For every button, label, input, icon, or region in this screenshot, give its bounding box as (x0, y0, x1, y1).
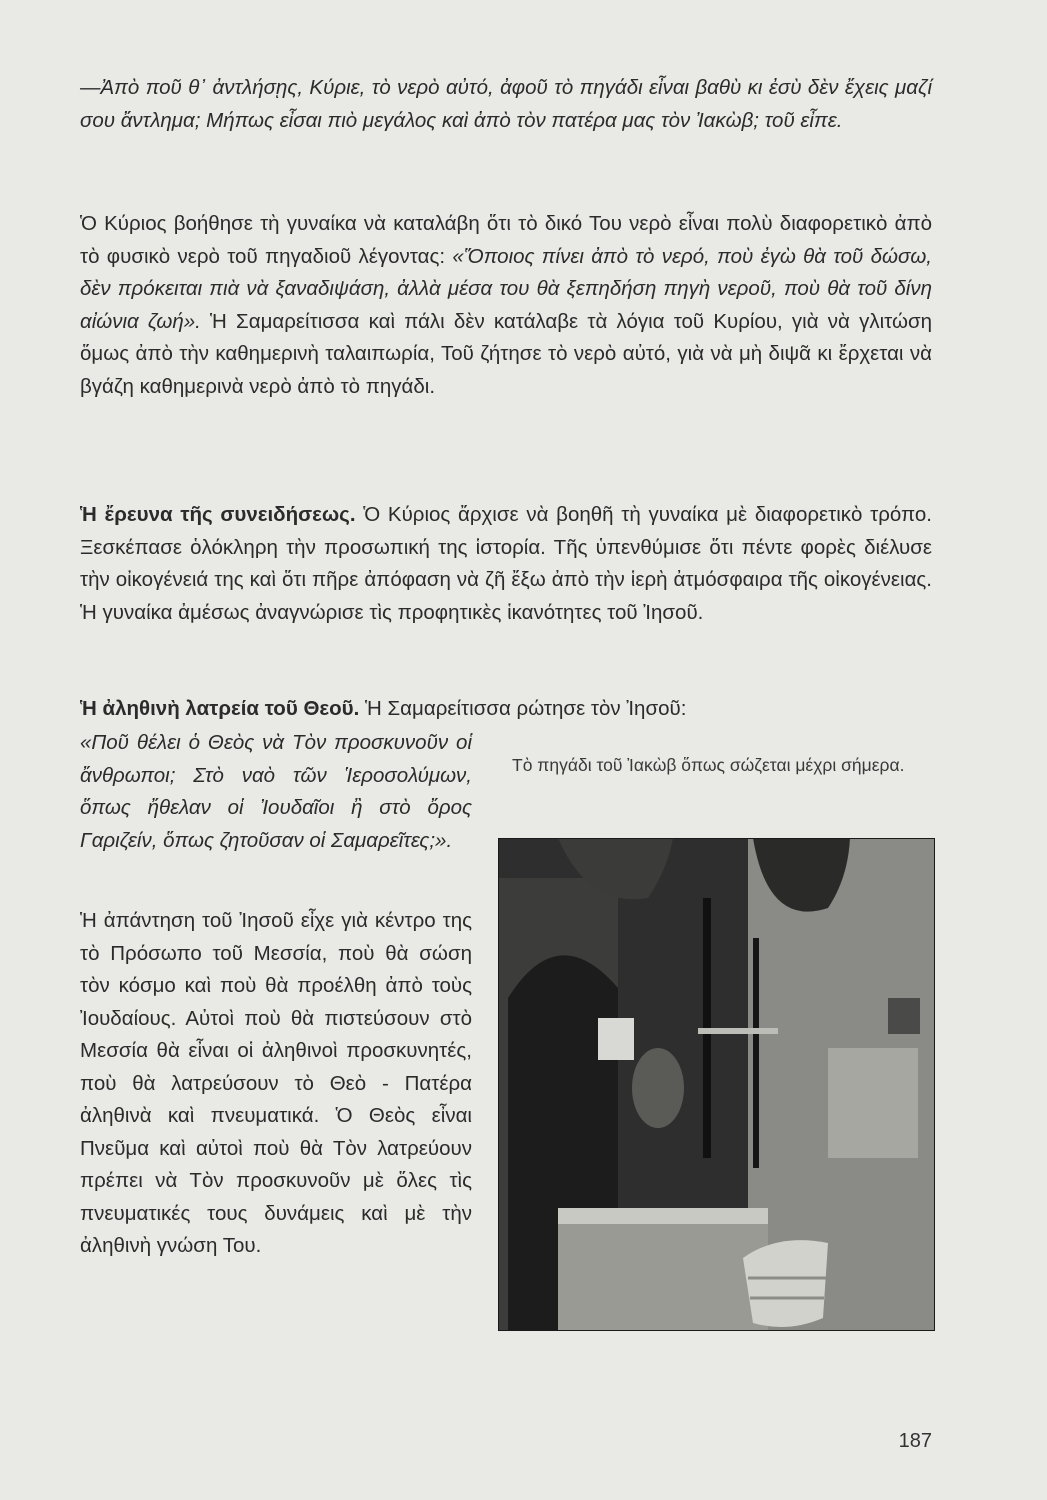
explanation-paragraph (80, 208, 932, 403)
figure-caption: Τὸ πηγάδι τοῦ Ἰακὼβ ὅπως σώζεται μέχρι σήμερα. (512, 755, 905, 775)
section-heading-conscience: Ἡ ἔρευνα τῆς συνειδήσεως. (80, 503, 356, 526)
christ-quote: «Ὅποιος πίνει ἀπὸ τὸ νερό, ποὺ ἐγὼ θὰ τοῦ δώσω, δὲν πρόκειται πιὰ νὰ ξαναδιψάση, ἀλλὰ μέσα του θὰ ξεπηδήση πηγὴ νεροῦ, ποὺ θὰ τοῦ δίνη αἰώνια ζωή». (80, 244, 932, 333)
explanation-intro: Ὁ Κύριος βοήθησε τὴ γυναίκα νὰ καταλάβη ὅτι τὸ δικό Του νερὸ εἶναι πολὺ διαφορετικὸ ἀπὸ τὸ φυσικὸ νερὸ τοῦ πηγαδιοῦ λέγοντας: (80, 212, 932, 268)
worship-heading-line (80, 693, 932, 726)
section-heading-worship: Ἡ ἀληθινὴ λατρεία τοῦ Θεοῦ. (80, 697, 360, 720)
well-photo-icon (498, 838, 935, 1331)
conscience-body: Ὁ Κύριος ἄρχισε νὰ βοηθῆ τὴ γυναίκα μὲ διαφορετικὸ τρόπο. Ξεσκέπασε ὁλόκληρη τὴν προσωπική της ἱστορία. Τῆς ὑπενθύμισε ὅτι πέντε φορὲς διέλυσε τὴν οἰκογένειά της καὶ ὅτι πῆρε ἀπόφαση νὰ ζῆ ἔξω ἀπὸ τὴν ἱερὴ ἀτμόσφαιρα τῆς οἰκογένειας. Ἡ γυναίκα ἀμέσως ἀναγνώρισε τὶς προφητικὲς ἱκανότητες τοῦ Ἰησοῦ. (80, 503, 932, 624)
dialogue-paragraph: —Ἀπὸ ποῦ θ᾽ ἀντλήσῃς, Κύριε, τὸ νερὸ αὐτό, ἀφοῦ τὸ πηγάδι εἶναι βαθὺ κι ἐσὺ δὲν ἔχεις μαζί σου ἄντλημα; Μήπως εἶσαι πιὸ μεγάλος καὶ ἀπὸ τὸν πατέρα μας τὸν Ἰακὼβ; τοῦ εἶπε. (80, 76, 932, 132)
conscience-paragraph (80, 499, 932, 629)
samaritan-question: «Ποῦ θέλει ὁ Θεὸς νὰ Τὸν προσκυνοῦν οἱ ἄνθρωποι; Στὸ ναὸ τῶν Ἱεροσολύμων, ὅπως ἤθελαν οἱ Ἰουδαῖοι ἢ στὸ ὄρος Γαριζείν, ὅπως ζητοῦσαν οἱ Σαμαρεῖτες;». (80, 731, 472, 852)
answer-paragraph: Ἡ ἀπάντηση τοῦ Ἰησοῦ εἶχε γιὰ κέντρο της τὸ Πρόσωπο τοῦ Μεσσία, ποὺ θὰ σώση τὸν κόσμο καὶ ποὺ θὰ προέλθη ἀπὸ τοὺς Ἰουδαίους. Αὐτοὶ ποὺ θὰ πιστεύσουν στὸ Μεσσία θὰ εἶναι οἱ ἀληθινοὶ προσκυνητές, ποὺ θὰ λατρεύσουν τὸ Θεὸ - Πατέρα ἀληθινὰ καὶ πνευματικά. Ὁ Θεὸς εἶναι Πνεῦμα καὶ αὐτοὶ ποὺ θὰ Τὸν λατρεύουν πρέπει νὰ Τὸν προσκυνοῦν μὲ ὅλες τὶς πνευματικές τους δυνάμεις καὶ μὲ τὴν ἀληθινὴ γνώση Του. (80, 909, 472, 1257)
page-number: 187 (898, 1430, 932, 1452)
worship-intro: Ἡ Σαμαρείτισσα ρώτησε τὸν Ἰησοῦ: (365, 697, 687, 720)
explanation-continuation: Ἡ Σαμαρείτισσα καὶ πάλι δὲν κατάλαβε τὰ λόγια τοῦ Κυρίου, γιὰ νὰ γλιτώση ὅμως ἀπὸ τὴν καθημερινὴ ταλαιπωρία, Τοῦ ζήτησε τὸ νερὸ αὐτό, γιὰ νὰ μὴ διψᾶ κι ἔρχεται νὰ βγάζη καθημερινὰ νερὸ ἀπὸ τὸ πηγάδι. (80, 309, 933, 398)
